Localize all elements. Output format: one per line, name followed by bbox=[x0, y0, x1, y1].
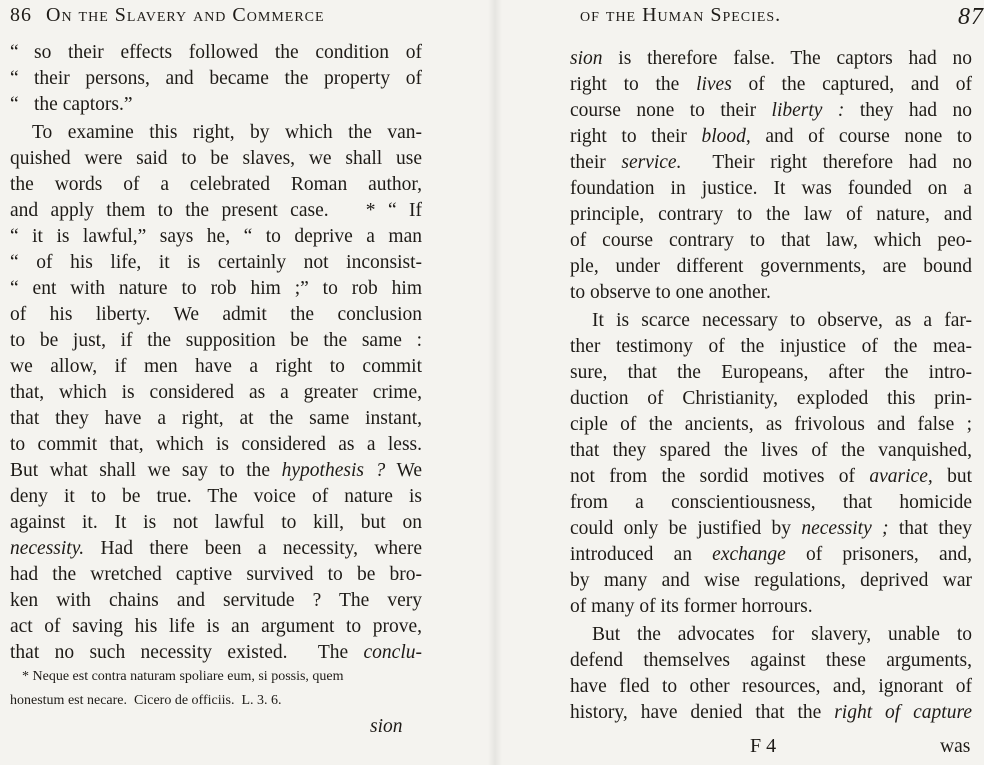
body-line: that they have a right, at the same instant, bbox=[10, 408, 422, 429]
right-catchword: was bbox=[940, 736, 971, 757]
body-line: ther testimony of the injustice of the mea- bbox=[570, 336, 972, 357]
body-line: that no such necessity existed. The conclu- bbox=[10, 642, 422, 663]
body-line: act of saving his life is an argument to prove, bbox=[10, 616, 422, 637]
body-line: had the wretched captive survived to be bro- bbox=[10, 564, 422, 585]
body-line: course none to their liberty : they had no bbox=[570, 100, 972, 121]
body-line: could only be justified by necessity ; that they bbox=[570, 518, 972, 539]
body-line: to be just, if the supposition be the same : bbox=[10, 330, 422, 351]
body-line: history, have denied that the right of capture bbox=[570, 702, 972, 723]
body-line: ken with chains and servitude ? The very bbox=[10, 590, 422, 611]
body-line: of many of its former horrours. bbox=[570, 596, 813, 617]
body-line: defend themselves against these arguments, bbox=[570, 650, 972, 671]
right-running-header bbox=[580, 4, 984, 30]
body-line: “ the captors.” bbox=[10, 92, 422, 118]
body-line: duction of Christianity, exploded this prin- bbox=[570, 388, 972, 409]
left-page-number: 86 bbox=[10, 4, 32, 26]
body-line: “ it is lawful,” says he, “ to deprive a man bbox=[10, 226, 422, 247]
body-line: that, which is considered as a greater crime, bbox=[10, 382, 422, 403]
quote-mark: “ bbox=[10, 42, 19, 63]
body-line: the words of a celebrated Roman author, bbox=[10, 174, 422, 195]
body-line: principle, contrary to the law of nature, and bbox=[570, 204, 972, 225]
body-line: have fled to other resources, and, ignorant of bbox=[570, 676, 972, 697]
body-line: necessity. Had there been a necessity, where bbox=[10, 538, 422, 559]
body-line: “ ent with nature to rob him ;” to rob him bbox=[10, 278, 422, 299]
body-line: ple, under different governments, are bound bbox=[570, 256, 972, 277]
body-line: “ of his life, it is certainly not inconsist- bbox=[10, 252, 422, 273]
body-line: sion is therefore false. The captors had no bbox=[570, 48, 972, 69]
body-line: and apply them to the present case. * “ If bbox=[10, 200, 422, 221]
left-running-header bbox=[10, 4, 325, 27]
signature-mark: F 4 bbox=[750, 735, 777, 757]
footnote-line: honestum est necare. Cicero de officiis. L. 3. 6. bbox=[10, 693, 282, 708]
body-line: But what shall we say to the hypothesis ? We bbox=[10, 460, 422, 481]
right-page-number: 87 bbox=[958, 4, 984, 30]
left-catchword: sion bbox=[370, 716, 403, 737]
body-line: introduced an exchange of prisoners, and, bbox=[570, 544, 972, 565]
body-line: of his liberty. We admit the conclusion bbox=[10, 304, 422, 325]
body-line: It is scarce necessary to observe, as a far- bbox=[592, 310, 972, 331]
body-line: But the advocates for slavery, unable to bbox=[592, 624, 972, 645]
body-line: To examine this right, by which the van- bbox=[32, 122, 422, 143]
body-line: foundation in justice. It was founded on a bbox=[570, 178, 972, 199]
body-line: right to their blood, and of course none to bbox=[570, 126, 973, 147]
body-line: from a conscientiousness, that homicide bbox=[570, 492, 972, 513]
left-page bbox=[0, 0, 490, 765]
quote-mark: “ bbox=[10, 68, 19, 89]
body-line: sure, that the Europeans, after the intro- bbox=[570, 362, 972, 383]
body-line: deny it to be true. The voice of nature is bbox=[10, 486, 422, 507]
left-header-title: On the Slavery and Commerce bbox=[46, 4, 325, 26]
quote-mark: “ bbox=[10, 94, 19, 115]
body-line: ciple of the ancients, as frivolous and false ; bbox=[570, 414, 972, 435]
body-line: “ so their effects followed the condition of bbox=[10, 40, 422, 66]
body-line: “ their persons, and became the property of bbox=[10, 66, 422, 92]
body-line: to commit that, which is considered as a less. bbox=[10, 434, 422, 455]
footnote-line: * Neque est contra naturam spoliare eum, si possis, quem bbox=[22, 669, 344, 684]
body-line: to observe to one another. bbox=[570, 282, 771, 303]
body-line: quished were said to be slaves, we shall use bbox=[10, 148, 422, 169]
body-line: we allow, if men have a right to commit bbox=[10, 356, 422, 377]
body-line: that they spared the lives of the vanquished, bbox=[570, 440, 972, 461]
body-line: against it. It is not lawful to kill, but on bbox=[10, 512, 422, 533]
body-line: by many and wise regulations, deprived war bbox=[570, 570, 972, 591]
right-header-title: of the Human Species. bbox=[580, 4, 782, 26]
body-line: not from the sordid motives of avarice, but bbox=[570, 466, 973, 487]
body-line: right to the lives of the captured, and of bbox=[570, 74, 972, 95]
right-page bbox=[500, 0, 984, 765]
body-line: of course contrary to that law, which peo- bbox=[570, 230, 972, 251]
body-line: their service. Their right therefore had no bbox=[570, 152, 972, 173]
